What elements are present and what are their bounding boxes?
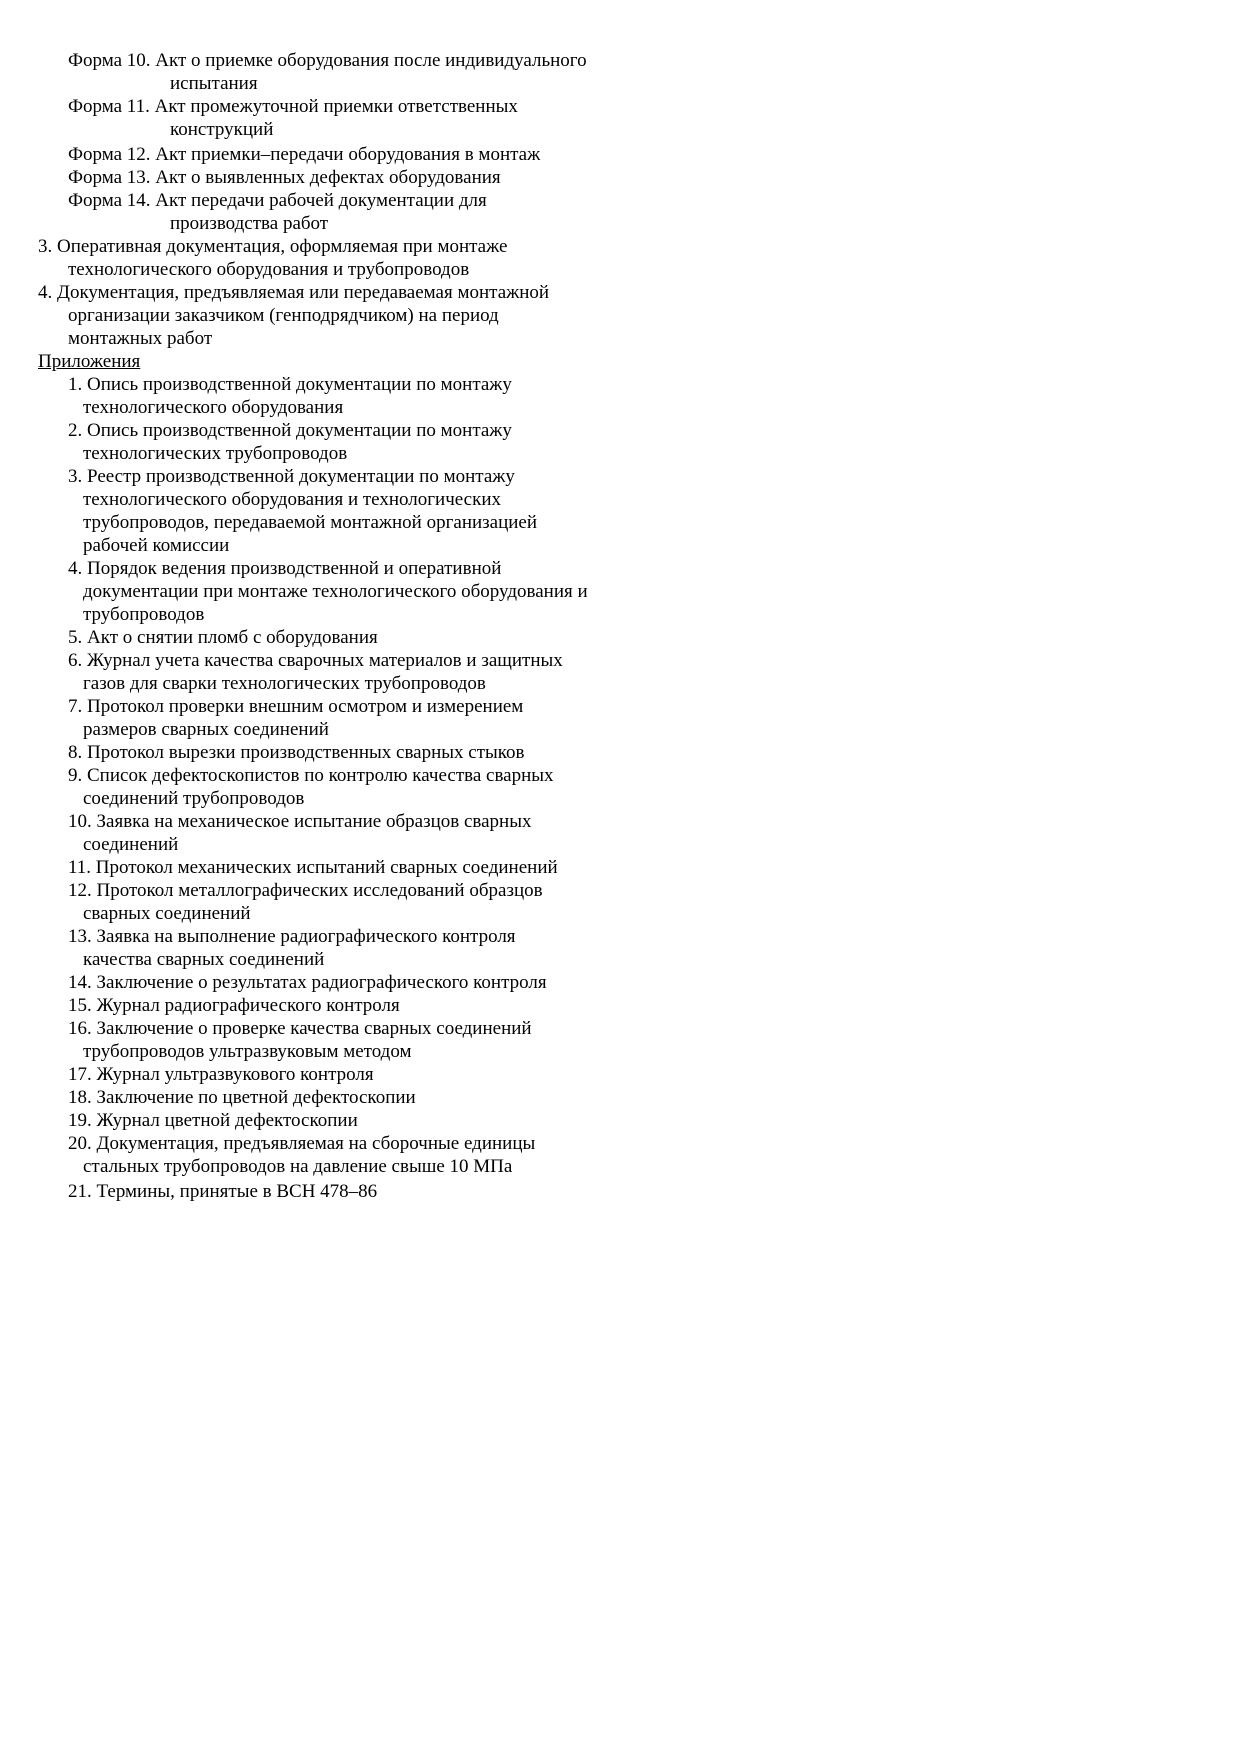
appendix-item-text: 11. Протокол механических испытаний сварных соединений	[68, 857, 558, 878]
appendix-item	[38, 626, 678, 649]
appendix-item-continuation: технологического оборудования	[83, 397, 344, 418]
form-item	[38, 189, 678, 235]
appendix-item-text: 16. Заключение о проверке качества сварных соединений	[68, 1018, 532, 1039]
appendix-item	[38, 1132, 678, 1178]
form-item-text: Форма 10. Акт о приемке оборудования после индивидуального	[68, 50, 587, 71]
appendix-item-text: 14. Заключение о результатах радиографического контроля	[68, 972, 547, 993]
appendix-item	[38, 994, 678, 1017]
form-item-text: Форма 13. Акт о выявленных дефектах оборудования	[68, 167, 501, 188]
appendix-item	[38, 856, 678, 879]
appendix-item-text: 2. Опись производственной документации по монтажу	[68, 420, 512, 441]
appendix-item-continuation: трубопроводов ультразвуковым методом	[83, 1041, 412, 1062]
appendix-item	[38, 557, 678, 626]
appendix-item-text: 7. Протокол проверки внешним осмотром и измерением	[68, 696, 524, 717]
appendix-item	[38, 925, 678, 971]
appendix-item	[38, 695, 678, 741]
appendix-item-continuation: соединений	[83, 834, 179, 855]
appendix-item-text: 20. Документация, предъявляемая на сборочные единицы	[68, 1133, 536, 1154]
appendix-item-text: 4. Порядок ведения производственной и оперативной	[68, 558, 502, 579]
appendix-item-text: 8. Протокол вырезки производственных сварных стыков	[68, 742, 525, 763]
form-item-continuation: производства работ	[170, 213, 329, 234]
appendix-item-text: 19. Журнал цветной дефектоскопии	[68, 1110, 358, 1131]
form-item-continuation: испытания	[170, 73, 258, 94]
appendix-item-text: 21. Термины, принятые в ВСН 478–86	[68, 1181, 378, 1202]
form-item	[38, 95, 678, 141]
appendix-item-continuation: соединений трубопроводов	[83, 788, 305, 809]
section-item-continuation: технологического оборудования и трубопроводов	[68, 259, 470, 280]
form-item-continuation: конструкций	[170, 119, 274, 140]
appendix-item	[38, 971, 678, 994]
section-item-continuation: монтажных работ	[68, 328, 213, 349]
appendix-item-text: 9. Список дефектоскопистов по контролю качества сварных	[68, 765, 554, 786]
section-item	[38, 281, 678, 350]
appendix-item-text: 3. Реестр производственной документации по монтажу	[68, 466, 515, 487]
form-item-text: Форма 11. Акт промежуточной приемки ответственных	[68, 96, 518, 117]
form-item	[38, 49, 678, 95]
appendix-item-continuation: трубопроводов, передаваемой монтажной организацией	[83, 512, 538, 533]
section-item-text: 4. Документация, предъявляемая или передаваемая монтажной	[38, 282, 550, 303]
form-item-text: Форма 14. Акт передачи рабочей документации для	[68, 190, 487, 211]
appendix-item-continuation: технологических трубопроводов	[83, 443, 348, 464]
appendix-item-continuation: трубопроводов	[83, 604, 205, 625]
appendix-item	[38, 810, 678, 856]
appendix-item-continuation: документации при монтаже технологического оборудования и	[83, 581, 588, 602]
appendix-item-continuation: качества сварных соединений	[83, 949, 325, 970]
form-item-text: Форма 12. Акт приемки–передачи оборудования в монтаж	[68, 144, 541, 165]
appendix-item	[38, 1180, 678, 1203]
appendix-item-continuation: рабочей комиссии	[83, 535, 230, 556]
appendix-item-text: 10. Заявка на механическое испытание образцов сварных	[68, 811, 532, 832]
appendix-item-continuation: технологического оборудования и технологических	[83, 489, 501, 510]
appendix-item	[38, 741, 678, 764]
appendix-item	[38, 1017, 678, 1063]
appendix-item	[38, 1109, 678, 1132]
appendix-item-text: 15. Журнал радиографического контроля	[68, 995, 400, 1016]
appendix-item-text: 18. Заключение по цветной дефектоскопии	[68, 1087, 416, 1108]
appendix-item-text: 1. Опись производственной документации по монтажу	[68, 374, 512, 395]
table-of-contents	[38, 49, 678, 1203]
appendix-item	[38, 649, 678, 695]
form-item	[38, 166, 678, 189]
section-item-continuation: организации заказчиком (генподрядчиком) на период	[68, 305, 499, 326]
appendix-item	[38, 764, 678, 810]
appendix-item	[38, 1063, 678, 1086]
appendix-item	[38, 465, 678, 557]
section-item	[38, 235, 678, 281]
appendices-list	[38, 373, 678, 1203]
appendix-item	[38, 373, 678, 419]
appendix-item-text: 17. Журнал ультразвукового контроля	[68, 1064, 374, 1085]
appendix-item-text: 13. Заявка на выполнение радиографического контроля	[68, 926, 516, 947]
appendix-item	[38, 419, 678, 465]
appendix-item	[38, 1086, 678, 1109]
section-item-text: 3. Оперативная документация, оформляемая при монтаже	[38, 236, 508, 257]
appendices-title: Приложения	[38, 351, 141, 372]
appendix-item	[38, 879, 678, 925]
appendix-item-text: 12. Протокол металлографических исследований образцов	[68, 880, 543, 901]
appendix-item-text: 5. Акт о снятии пломб с оборудования	[68, 627, 378, 648]
appendix-item-continuation: стальных трубопроводов на давление свыше 10 МПа	[83, 1156, 513, 1177]
form-item	[38, 143, 678, 166]
forms-list	[38, 49, 678, 235]
appendix-item-continuation: газов для сварки технологических трубопроводов	[83, 673, 486, 694]
appendix-item-continuation: сварных соединений	[83, 903, 251, 924]
appendix-item-continuation: размеров сварных соединений	[83, 719, 329, 740]
appendix-item-text: 6. Журнал учета качества сварочных материалов и защитных	[68, 650, 563, 671]
sections-list	[38, 235, 678, 350]
